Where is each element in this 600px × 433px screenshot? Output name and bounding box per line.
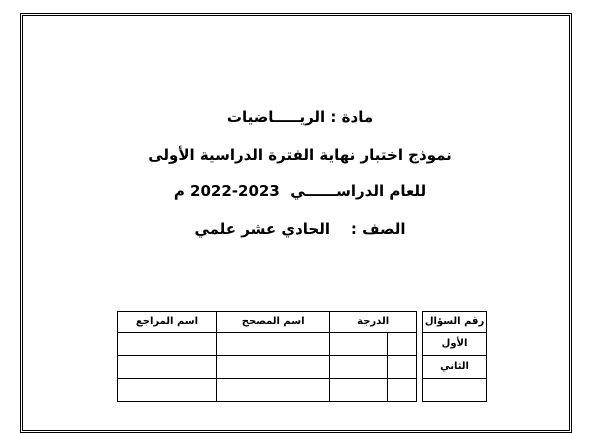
reviewer-cell[interactable] xyxy=(118,379,217,402)
header-question-number: رقم السؤال xyxy=(423,312,487,333)
score-cell[interactable] xyxy=(388,356,417,379)
table-row xyxy=(118,356,487,379)
grades-table-wrapper xyxy=(117,311,487,402)
score-cell[interactable] xyxy=(330,379,388,402)
reviewer-cell[interactable] xyxy=(118,356,217,379)
academic-year: للعام الدراســــــي 2023-2022 م xyxy=(173,182,427,200)
score-cell[interactable] xyxy=(330,333,388,356)
table-row xyxy=(118,333,487,356)
exam-title: نموذج اختبار نهاية الفترة الدراسية الأولى xyxy=(148,146,452,164)
grades-table xyxy=(117,311,487,402)
header-corrector-name: اسم المصحح xyxy=(216,312,329,333)
subject-line: مادة : الريـــــاضيات xyxy=(226,108,374,126)
corrector-cell[interactable] xyxy=(216,379,329,402)
corrector-cell[interactable] xyxy=(216,356,329,379)
grade-line: الصف : الحادي عشر علمي xyxy=(194,220,406,238)
header-gap xyxy=(416,312,422,333)
corrector-cell[interactable] xyxy=(216,333,329,356)
table-row xyxy=(118,379,487,402)
question-label: الأول xyxy=(423,333,487,356)
reviewer-cell[interactable] xyxy=(118,333,217,356)
question-label: الثاني xyxy=(423,356,487,379)
score-cell[interactable] xyxy=(388,333,417,356)
table-header-row xyxy=(118,312,487,333)
header-score: الدرجة xyxy=(330,312,417,333)
score-cell[interactable] xyxy=(388,379,417,402)
score-cell[interactable] xyxy=(330,356,388,379)
question-label xyxy=(423,379,487,402)
header-reviewer-name: اسم المراجع xyxy=(118,312,217,333)
